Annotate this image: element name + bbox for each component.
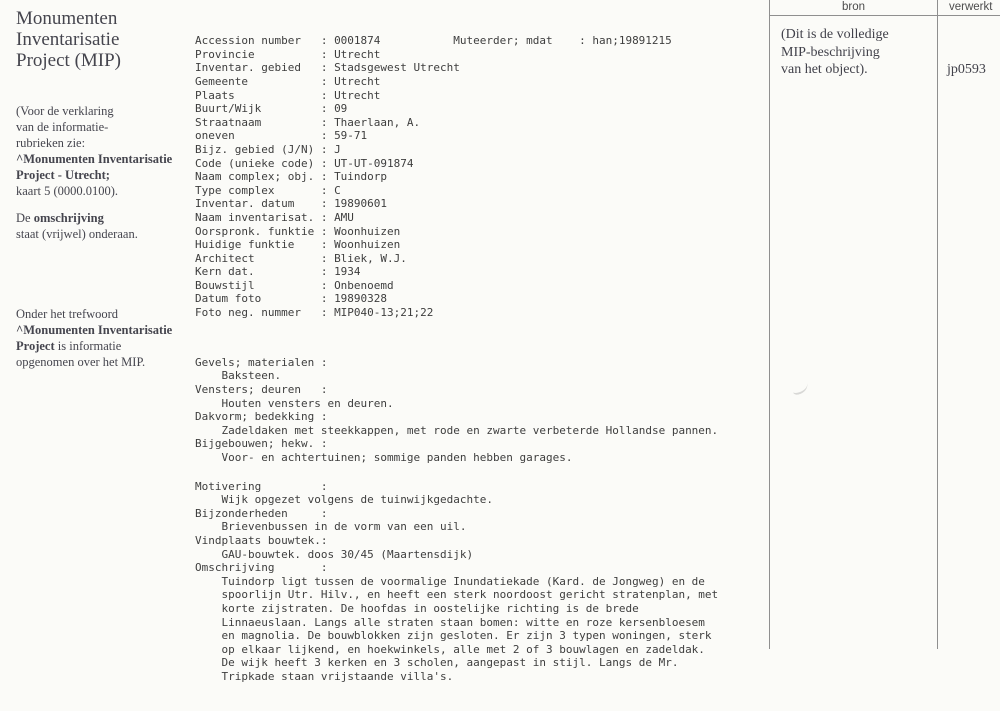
field-value: Bliek, W.J. [334,251,407,265]
field-value: 19890328 [334,292,388,306]
note-text: opgenomen over het MIP. [16,355,146,369]
field-label: Straatnaam [195,115,262,129]
note-text: omschrijving [33,211,104,225]
section-line: GAU-bouwtek. doos 30/45 (Maartensdijk) [221,547,474,561]
record-section [195,534,770,561]
field-row [195,265,770,279]
field-row [195,61,770,75]
field-separator: : [320,197,328,211]
field-separator: : [320,34,328,48]
field-row [195,143,770,157]
field-row [195,184,770,198]
section-heading: Motivering [195,479,262,493]
section-heading: Gevels; materialen [195,355,315,369]
field-row [195,170,770,184]
field-separator: : [320,224,328,238]
field-separator: : [320,102,328,116]
note-text: staat (vrijwel) onderaan. [16,227,138,241]
field-separator: : [320,306,328,320]
field-separator: : [320,183,328,197]
note-line [16,183,174,199]
field-separator: : [320,355,328,369]
field-separator: : [320,142,328,156]
section-line: op elkaar lijkend, en hoekwinkels, alle met 2 of 3 bouwlagen en zadeldak. [221,642,705,656]
field-separator: : [320,506,328,520]
field-value: Utrecht [334,74,381,88]
note-text: ^Monumenten Inventarisatie [16,323,173,337]
note-line [16,210,174,226]
note-line [16,151,174,167]
note-text: Onder het trefwoord [16,307,119,321]
field-label: Code (unieke code) [195,156,315,170]
field-label: Oorspronk. funktie [195,224,315,238]
section-line: Baksteen. [221,369,282,383]
column-header-verwerkt: verwerkt [949,1,993,13]
section-heading-row [195,410,770,424]
field-separator: : [320,238,328,252]
field-value: Woonhuizen [334,224,401,238]
field-label: Foto neg. nummer [195,306,301,320]
page-title: Monumenten Inventarisatie Project (MIP) [16,8,122,71]
section-heading-row [195,534,770,548]
field-separator: : [320,383,328,397]
field-separator: : [320,292,328,306]
record-area [195,7,770,711]
note-line [16,167,174,183]
column-header-bron: bron [841,1,866,13]
field-label: Bijz. gebied (J/N) [195,142,315,156]
field-value: UT-UT-091874 [334,156,414,170]
field-value: 09 [334,102,348,116]
field-separator: : [320,278,328,292]
note-text: ^Monumenten Inventarisatie [16,152,173,166]
sidebar-note-omschrijving [16,210,174,242]
note-line [16,338,174,354]
field-label: Buurt/Wijk [195,102,262,116]
section-line: Zadeldaken met steekkappen, met rode en zwarte verbeterde Hollandse pannen. [221,423,719,437]
field-separator: : [320,115,328,129]
field-row [195,252,770,266]
field-label: Bouwstijl [195,278,255,292]
field-label: Accession number [195,34,301,48]
section-line: en magnolia. De bouwblokken zijn gesloten. Er zijn 3 typen woningen, sterk [221,629,712,643]
note-text: kaart 5 (0000.0100). [16,184,119,198]
field-label: Plaats [195,88,235,102]
field-value: J [334,142,341,156]
section-line: Tripkade staan vrijstaande villa's. [221,669,454,683]
field-separator: : [579,34,586,48]
section-heading-row [195,480,770,494]
note-text: Project [16,339,55,353]
field-label: Muteerder; mdat [453,34,553,48]
section-heading-row [195,383,770,397]
field-value: han;19891215 [592,34,672,48]
field-row [195,116,770,130]
section-heading-row [195,561,770,575]
bron-note-line: van het object). [781,62,868,77]
field-separator: : [320,88,328,102]
field-row [195,211,770,225]
note-line [16,119,174,135]
field-separator: : [320,479,328,493]
section-heading: Vensters; deuren [195,383,301,397]
sidebar-note-verklaring [16,103,174,199]
panel-header-rule [769,15,1000,16]
field-separator: : [320,265,328,279]
field-label: Datum foto [195,292,262,306]
field-row [195,197,770,211]
field-label: Naam complex; obj. [195,170,315,184]
field-row [195,306,770,320]
note-line [16,135,174,151]
section-heading: Bijzonderheden [195,506,288,520]
field-separator: : [320,61,328,75]
record-section [195,561,770,683]
field-label: Provincie [195,47,255,61]
field-label: Architect [195,251,255,265]
field-row [195,292,770,306]
section-heading-row [195,507,770,521]
field-value: Stadsgewest Utrecht [334,61,460,75]
field-separator: : [320,129,328,143]
field-label: Kern dat. [195,265,255,279]
section-heading-row [195,437,770,451]
field-value: Utrecht [334,47,381,61]
section-list [195,356,770,684]
note-line [16,322,174,338]
section-heading: Dakvorm; bedekking [195,410,315,424]
field-separator: : [320,437,328,451]
field-value: Thaerlaan, A. [334,115,421,129]
field-separator: : [320,410,328,424]
bron-note [781,26,889,79]
section-line: korte zijstraten. De hoofdas in oostelijke richting is de brede [221,601,639,615]
field-value: 59-71 [334,129,368,143]
record-section [195,383,770,410]
section-line: Voor- en achtertuinen; sommige panden hebben garages. [221,451,573,464]
record-section [195,480,770,507]
field-label: Huidige funktie [195,238,295,252]
field-value: 19890601 [334,197,388,211]
note-line [16,103,174,119]
field-list [195,34,770,319]
verwerkt-value: jp0593 [947,62,986,77]
note-text: is informatie [54,339,122,353]
field-row [195,89,770,103]
field-value: Onbenoemd [334,278,394,292]
field-separator: : [320,561,328,575]
panel-column-rule [937,0,938,649]
record-section [195,356,770,383]
bron-note-line: MIP-beschrijving [781,44,880,60]
field-row [195,34,770,48]
field-value: Utrecht [334,88,381,102]
note-text: (Voor de verklaring [16,104,114,118]
note-text: van de informatie- [16,120,109,134]
field-separator: : [320,533,328,547]
section-line: Wijk opgezet volgens de tuinwijkgedachte. [221,493,494,507]
note-line [16,354,174,370]
section-line: Brievenbussen in de vorm van een uil. [221,520,467,534]
field-separator: : [320,156,328,170]
field-row [195,157,770,171]
section-heading: Bijgebouwen; hekw. [195,437,315,451]
record-section [195,437,770,464]
record-section [195,507,770,534]
field-separator: : [320,251,328,265]
field-value: 0001874 [334,34,381,48]
section-heading-row [195,356,770,370]
section-heading: Omschrijving [195,561,275,575]
field-value: MIP040-13;21;22 [334,306,434,320]
field-row [195,48,770,62]
field-label: Gemeente [195,74,248,88]
field-value: AMU [334,210,354,224]
field-row [195,279,770,293]
section-heading: Vindplaats bouwtek. [195,533,321,547]
field-row [195,238,770,252]
note-text: Project - Utrecht; [16,168,110,182]
field-value: 1934 [334,265,361,279]
field-label: Type complex [195,183,275,197]
field-separator: : [320,47,328,61]
note-text: De [16,211,34,225]
field-row [195,129,770,143]
note-text: rubrieken zie: [16,136,86,150]
field-separator: : [320,210,328,224]
sidebar [16,8,174,370]
bron-note-line: (Dit is de volledige [781,27,889,42]
field-separator: : [320,170,328,184]
field-row [195,225,770,239]
field-value: C [334,183,341,197]
section-line: De wijk heeft 3 kerken en 3 scholen, aangepast in stijl. Langs de Mr. [221,656,679,670]
field-value: Woonhuizen [334,238,401,252]
field-label: Inventar. gebied [195,61,301,75]
section-line: Houten vensters en deuren. [221,396,394,410]
field-label: Naam inventarisat. [195,210,315,224]
section-line: spoorlijn Utr. Hilv., en heeft een sterk noordoost gericht stratenplan, met [221,588,719,602]
field-label: oneven [195,129,235,143]
section-line: Linnaeuslaan. Langs alle straten staan bomen: witte en roze kersenbloesem [221,615,705,629]
sidebar-note-trefwoord [16,306,174,370]
field-label: Inventar. datum [195,197,295,211]
note-line [16,226,174,242]
scan-smudge [791,379,810,395]
field-row [195,102,770,116]
field-value: Tuindorp [334,170,388,184]
field-separator: : [320,74,328,88]
panel-left-rule [769,0,770,649]
section-line: Tuindorp ligt tussen de voormalige Inundatiekade (Kard. de Jongweg) en de [221,574,705,588]
field-row [195,75,770,89]
note-line [16,306,174,322]
record-section [195,410,770,437]
